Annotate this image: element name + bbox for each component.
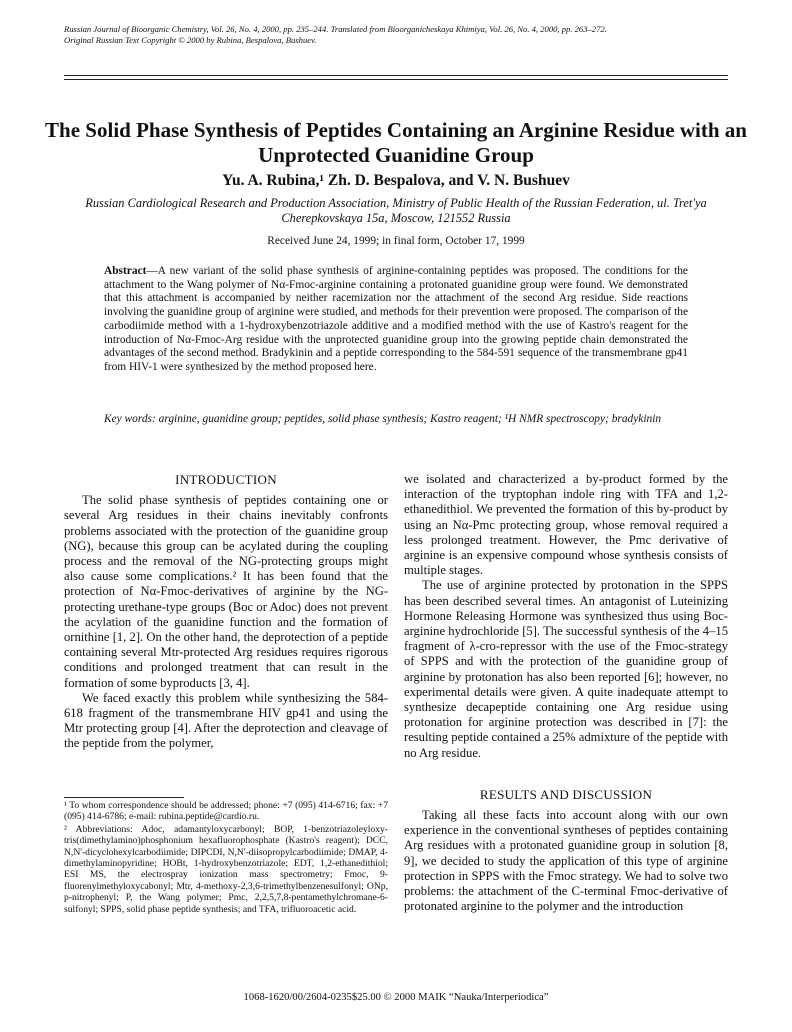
intro-paragraph-1: The solid phase synthesis of peptides containing one or several Arg residues in their chains inevitably confronts problems associated with the protection of the guanidine group (NG), because this group can be acylated during the coupling process and the removal of the NG-protecting groups might also cause some complications.² It has been found that the protection of Nα-Fmoc-derivatives of arginine by the NG-protecting urethane-type groups (Boc or Adoc) does not prevent the acylation of the guanidine function and the formation of ornithine [1, 2]. On the other hand, the deprotection of a peptide containing several Mtr-protected Arg residues requires rigorous conditions and prolonged treatment that can result in the formation of some byproducts [3, 4]. (64, 493, 388, 690)
keywords: Key words: arginine, guanidine group; peptides, solid phase synthesis; Kastro reagent; ¹H NMR spectroscopy; bradykinin (104, 413, 662, 425)
header-rule-bottom (64, 79, 728, 80)
affiliation: Russian Cardiological Research and Production Association, Ministry of Public Health of the Russian Federation, ul. Tret'ya Cherepkovskaya 15a, Moscow, 121552 Russia (85, 196, 707, 225)
article-title: The Solid Phase Synthesis of Peptides Containing an Arginine Residue with an Unprotected Guanidine Group (45, 118, 747, 167)
right-paragraph-2: The use of arginine protected by protonation in the SPPS has been described several times. An antagonist of Luteinizing Hormone Releasing Hormone was synthesized thus using Boc-arginine hydrochloride [5]. The successful synthesis of the 4–15 fragment of λ-cro-repressor with the use of the Fmoc-strategy of SPPS and with the protection of the guanidine group of arginine by protonation has also been reported [6]; however, no experimental details were given. A quite inadequate attempt to synthesize decapeptide containing one Arg residue using protonation for arginine protection was described in [7]: the resulting peptide contained a 25% admixture of the peptide with no Arg residue. (404, 578, 728, 760)
abstract (104, 265, 688, 375)
header-citation: Russian Journal of Bioorganic Chemistry, Vol. 26, No. 4, 2000, pp. 235–244. Translated from Bioorganicheskaya Khimiya, Vol. 26, No. 4, 2000, pp. 263–272. (64, 24, 607, 34)
abstract-label: Abstract (104, 265, 147, 277)
left-column (64, 472, 388, 752)
received-dates: Received June 24, 1999; in final form, October 17, 1999 (267, 235, 525, 247)
right-paragraph-1: we isolated and characterized a by-product formed by the interaction of the tryptophan indole ring with TFA and 1,2-ethanedithiol. We prevented the formation of this by-product by using an Nα-Pmc protecting group, whose removal required a less prolonged treatment. However, the Pmc derivative of arginine is an expensive compound whose synthesis consists of multiple stages. (404, 472, 728, 578)
section-heading-results: RESULTS AND DISCUSSION (479, 786, 653, 802)
footnote-1: ¹ To whom correspondence should be addressed; phone: +7 (095) 414-6716; fax: +7 (095) 414-6786; e-mail: rubina.peptide@cardio.ru. (64, 800, 388, 823)
header-copyright: Original Russian Text Copyright © 2000 by Rubina, Bespalova, Bushuev. (64, 35, 317, 45)
abstract-text: —A new variant of the solid phase synthesis of arginine-containing peptides was proposed. The conditions for the attachment to the Wang polymer of Nα-Fmoc-arginine containing a protonated guanidine group were found. We demonstrated that this attachment is accompanied by neither racemization nor the attachment of the second Arg residue. Side reactions involving the guanidine group of arginine were studied, and methods for their prevention were proposed. The comparison of the carbodiimide method with a 1-hydroxybenzotriazole additive and a modified method with the use of Kastro's reagent for the introduction of Nα-Fmoc-Arg residue with the unprotected guanidine group into the growing peptide chain demonstrated the advantages of the second method. Bradykinin and a peptide corresponding to the 584-591 sequence of the transmembrane gp41 from HIV-1 were synthesized by the method proposed here. (104, 265, 688, 373)
page-footer: 1068-1620/00/2604-0235$25.00 © 2000 MAIK “Nauka/Interperiodica” (243, 992, 549, 1003)
intro-paragraph-2: We faced exactly this problem while synthesizing the 584-618 fragment of the transmembrane HIV gp41 and using the Mtr protecting group [4]. After the deprotection and cleavage of the peptide from the polymer, (64, 690, 388, 751)
article-authors: Yu. A. Rubina,¹ Zh. D. Bespalova, and V. N. Bushuev (222, 172, 570, 189)
section-heading-introduction: INTRODUCTION (175, 472, 277, 487)
footnotes (64, 800, 388, 916)
results-paragraph-1: Taking all these facts into account along with our own experience in the conventional syntheses of peptides containing Arg residues with a protonated guanidine group in solution [8, 9], we decided to study the application of this type of arginine protection in SPPS with the Fmoc strategy. We had to solve two problems: the attachment of the C-terminal Fmoc-derivative of protonated arginine to the polymer and the introduction (404, 808, 728, 914)
footnote-rule (64, 797, 184, 798)
right-column (404, 472, 728, 914)
journal-header (64, 24, 724, 46)
footnote-2: ² Abbreviations: Adoc, adamantyloxycarbonyl; BOP, 1-benzotriazoleyloxy-tris(dimethylamino)phosphonium hexafluorophosphate (Kastro's reagent); DCC, N,N'-dicyclohexylcarbodiimide; DIPCDI, N,N'-diisopropylcarbodiimide; DMAP, 4-dimethylaminopyridine; HOBt, 1-hydroxybenzotriazole; EDT, 1,2-ethanedithiol; ESI MS, the electrospray ionization mass spectrometry; Fmoc, 9-fluorenylmethyloxycabonyl; Mtr, 4-methoxy-2,3,6-trimethylbenzenesulfonyl; ONp, p-nitrophenyl; P, the Wang polymer; Pmc, 2,2,5,7,8-pentamethylchromane-6-sulfonyl; SPPS, solid phase peptide synthesis; and TFA, trifluoroacetic acid. (64, 823, 388, 915)
header-rule-top (64, 75, 728, 76)
